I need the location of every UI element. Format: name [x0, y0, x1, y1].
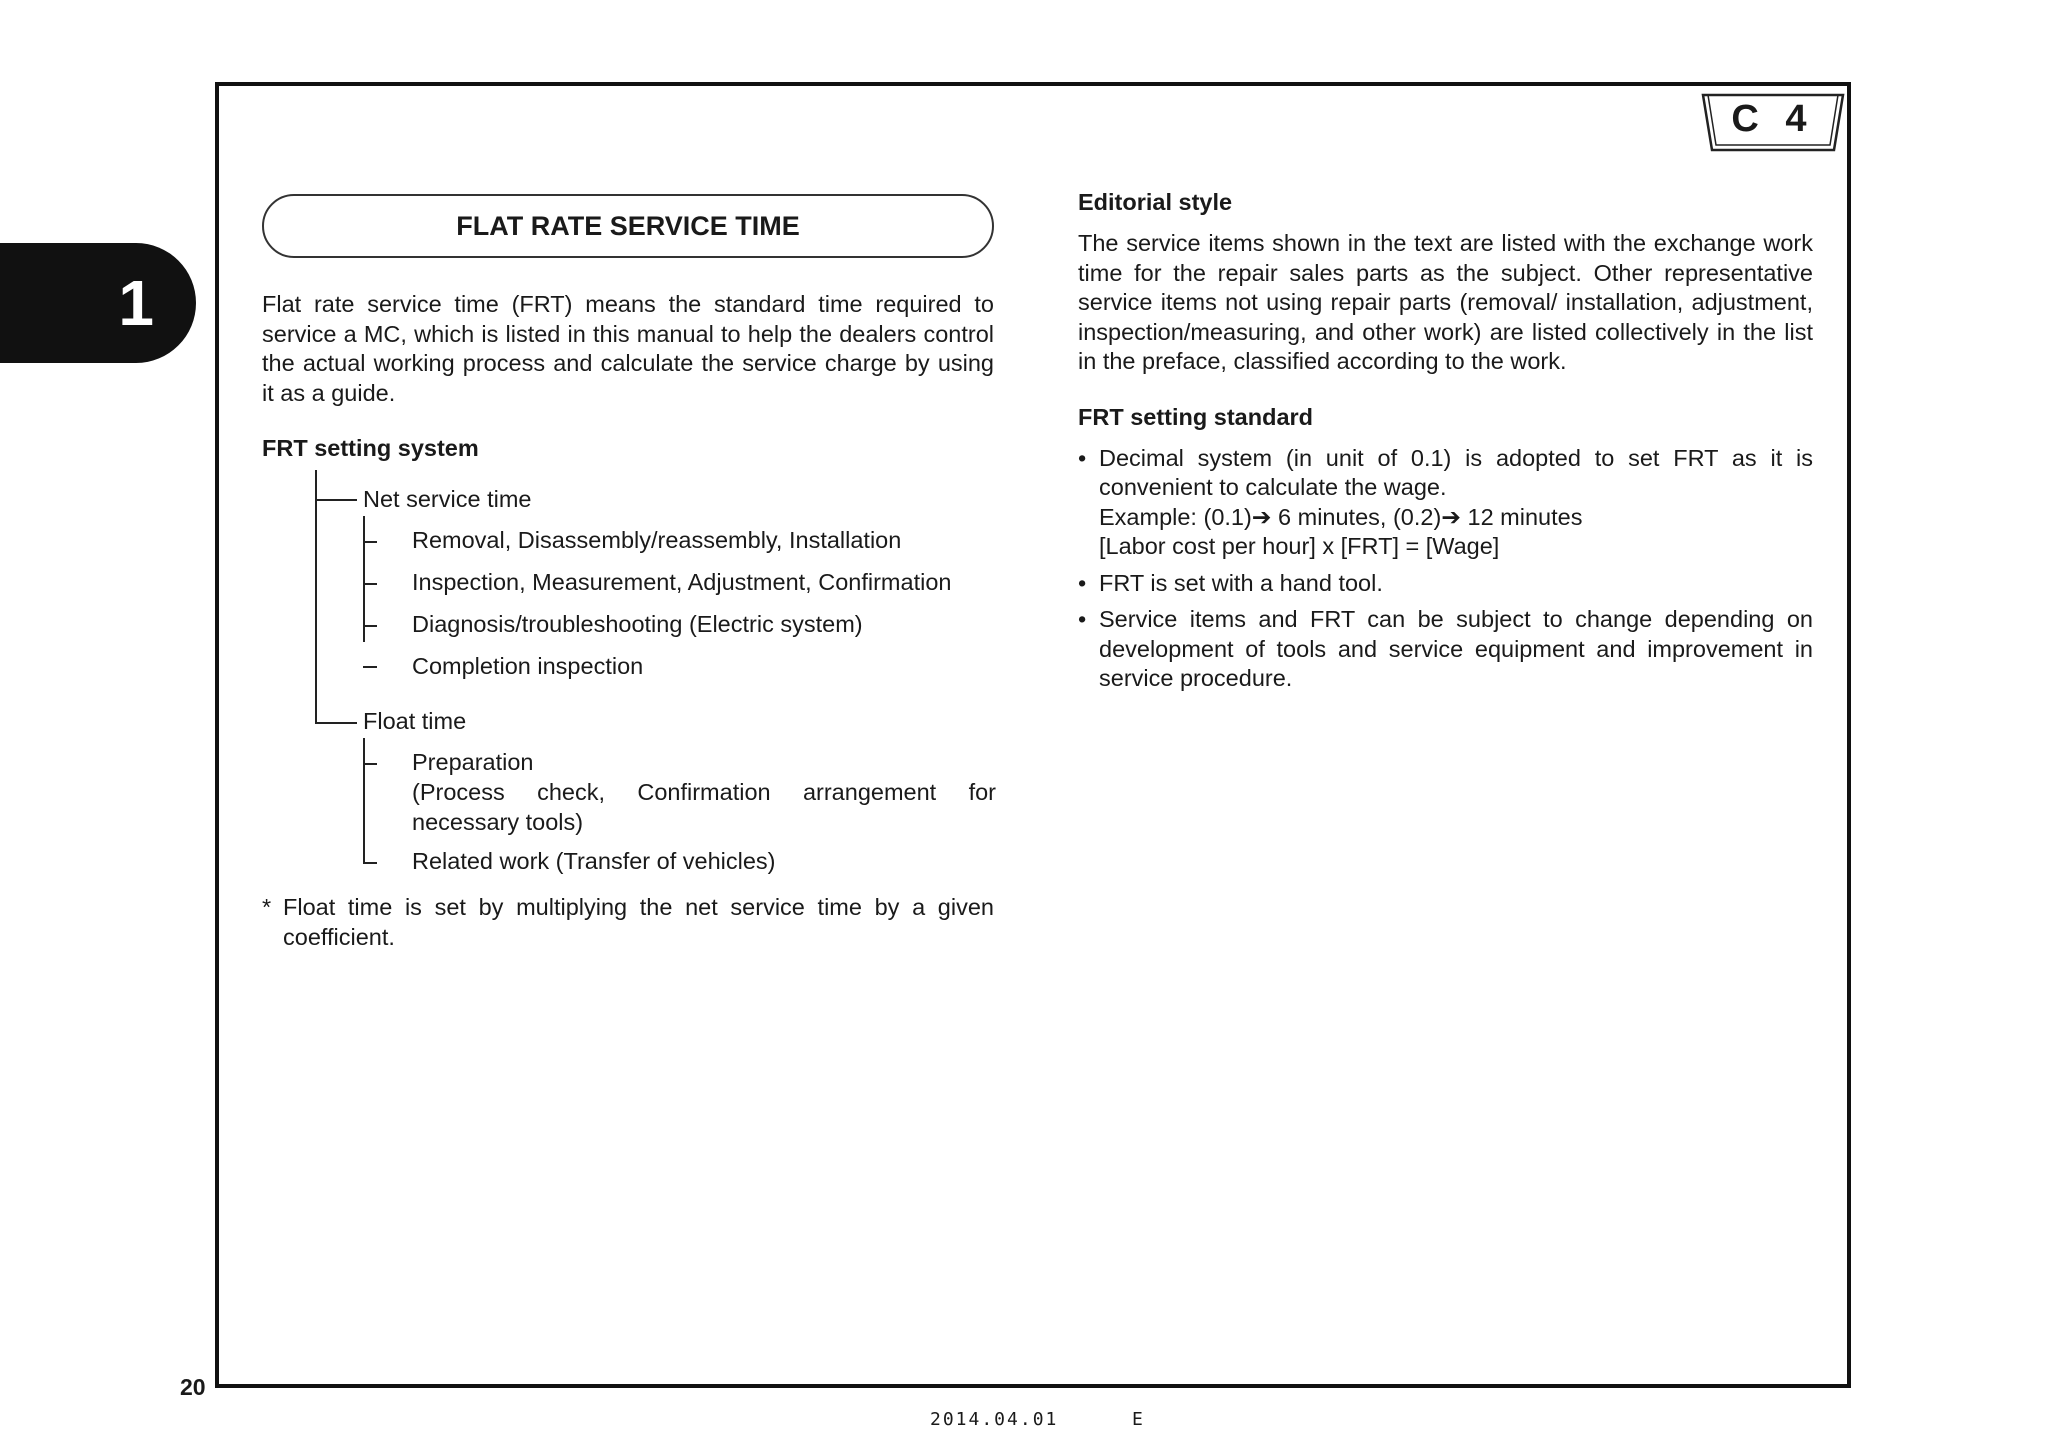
frt-system-heading: FRT setting system — [262, 435, 479, 461]
editorial-paragraph: The service items shown in the text are listed with the exchange work time for the repair sales parts as the subject. Other representative service items not using repair parts (removal/ installation, adjustment, inspection/measuring, and other work) are listed collectively in the list in the preface, classified according to the work. — [1078, 230, 1813, 374]
float-item-1-detail: (Process check, Confirmation arrangement for necessary tools) — [412, 779, 996, 835]
intro-paragraph: Flat rate service time (FRT) means the standard time required to service a MC, which is listed in this manual to help the dealers control the actual working process and calculate the service charge by using it as a guide. — [262, 291, 994, 406]
frt-system-tree — [262, 470, 1002, 880]
net-branch-1 — [363, 541, 377, 543]
standard-item-2: FRT is set with a hand tool. — [1099, 569, 1383, 596]
note-marker: * — [262, 894, 272, 920]
float-item-1: Preparation — [412, 749, 534, 775]
note-text: Float time is set by multiplying the net service time by a given coefficient. — [283, 894, 994, 950]
frt-standard-heading: FRT setting standard — [1078, 403, 1314, 430]
bullet-icon: • — [1078, 444, 1087, 471]
bullet-icon: • — [1078, 569, 1087, 596]
section-code: C 4 — [1731, 98, 1815, 140]
chapter-number: 1 — [118, 267, 154, 339]
frt-standard-list — [1078, 444, 1813, 694]
net-branch-2 — [363, 583, 377, 585]
net-item-3: Diagnosis/troubleshooting (Electric system) — [412, 611, 863, 637]
float-item-2: Related work (Transfer of vehicles) — [412, 848, 776, 874]
float-sub-line — [363, 738, 365, 864]
standard-item-1-example: Example: (0.1)➔ 6 minutes, (0.2)➔ 12 minutes — [1099, 503, 1583, 530]
net-service-time-label: Net service time — [363, 486, 532, 512]
float-branch-1 — [363, 763, 377, 765]
standard-item-1: Decimal system (in unit of 0.1) is adopted to set FRT as it is convenient to calculate the wage. — [1099, 444, 1813, 500]
chapter-tab — [0, 243, 196, 363]
list-item — [1078, 444, 1813, 562]
tree-branch-float — [315, 722, 357, 724]
float-branch-2 — [363, 862, 377, 864]
page-title: FLAT RATE SERVICE TIME — [262, 194, 994, 258]
left-column — [262, 290, 994, 463]
net-item-4: Completion inspection — [412, 653, 644, 679]
tree-branch-net — [315, 499, 357, 501]
section-badge — [1700, 92, 1846, 156]
footer-language-code: E — [1132, 1409, 1143, 1430]
net-item-2: Inspection, Measurement, Adjustment, Confirmation — [412, 569, 952, 595]
standard-item-1-formula: [Labor cost per hour] x [FRT] = [Wage] — [1099, 533, 1500, 559]
net-branch-3 — [363, 625, 377, 627]
editorial-heading: Editorial style — [1078, 189, 1233, 215]
tree-main-line — [315, 470, 317, 724]
float-time-note — [262, 893, 994, 952]
standard-item-3: Service items and FRT can be subject to change depending on development of tools and service equipment and improvement in service procedure. — [1099, 606, 1813, 691]
footer-date: 2014.04.01 — [930, 1409, 1059, 1430]
list-item — [1078, 569, 1813, 599]
page-number: 20 — [180, 1374, 206, 1400]
float-time-label: Float time — [363, 708, 467, 734]
bullet-icon: • — [1078, 606, 1087, 632]
right-column — [1078, 187, 1813, 701]
net-item-1: Removal, Disassembly/reassembly, Installation — [412, 527, 902, 553]
list-item — [1078, 605, 1813, 694]
net-branch-4 — [363, 666, 377, 668]
net-sub-line — [363, 516, 365, 642]
